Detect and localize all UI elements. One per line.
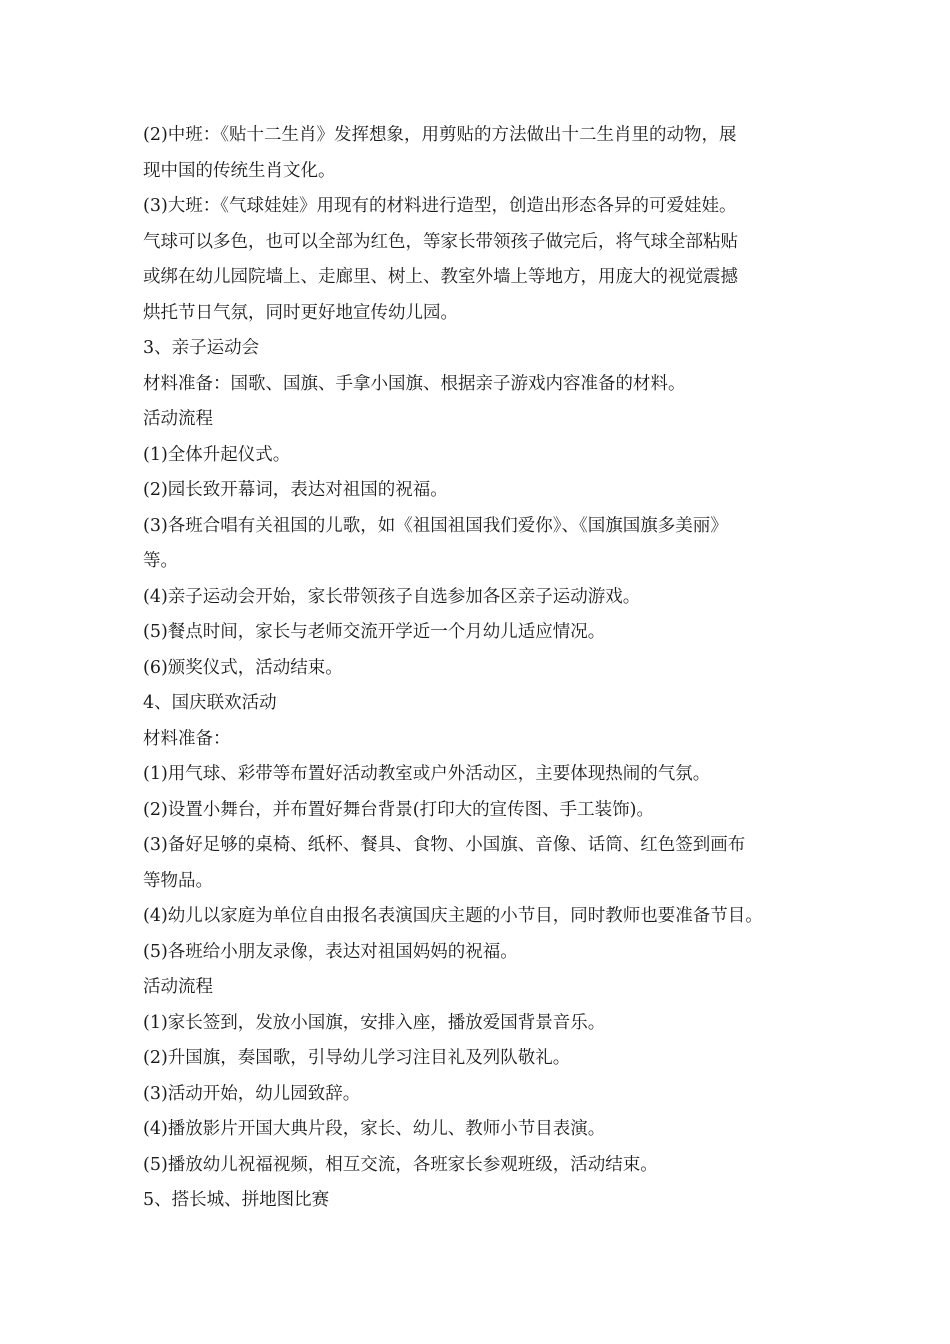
- text-line: (2)中班：《贴十二生肖》发挥想象，用剪贴的方法做出十二生肖里的动物，展: [143, 125, 737, 145]
- text-line: (2)园长致开幕词，表达对祖国的祝福。: [143, 480, 448, 500]
- text-line: (1)家长签到，发放小国旗，安排入座，播放爱国背景音乐。: [143, 1012, 606, 1033]
- text-line: (2)设置小舞台，并布置好舞台背景(打印大的宣传图、手工装饰)。: [143, 799, 654, 820]
- text-line: 气球可以多色，也可以全部为红色，等家长带领孩子做完后，将气球全部粘贴: [143, 231, 738, 252]
- section-heading: 5、搭长城、拼地图比赛: [143, 1190, 330, 1210]
- subheading: 活动流程: [143, 409, 213, 429]
- text-line: 现中国的传统生肖文化。: [143, 160, 336, 181]
- text-line: 等。: [143, 551, 178, 571]
- text-line: (1)全体升起仪式。: [143, 444, 291, 465]
- text-line: (3)备好足够的桌椅、纸杯、餐具、食物、小国旗、音像、话筒、红色签到画布: [143, 835, 746, 855]
- text-line: 等物品。: [143, 870, 213, 891]
- text-line: (1)用气球、彩带等布置好活动教室或户外活动区，主要体现热闹的气氛。: [143, 764, 711, 784]
- text-line: (5)餐点时间，家长与老师交流开学近一个月幼儿适应情况。: [143, 622, 606, 642]
- text-line: (3)各班合唱有关祖国的儿歌，如《祖国祖国我们爱你》、《国旗国旗多美丽》: [143, 515, 728, 536]
- text-line: (4)播放影片开国大典片段，家长、幼儿、教师小节目表演。: [143, 1119, 606, 1139]
- text-line: (4)幼儿以家庭为单位自由报名表演国庆主题的小节目，同时教师也要准备节目。: [143, 906, 763, 926]
- text-line: (3)活动开始，幼儿园致辞。: [143, 1083, 361, 1104]
- section-heading: 3、亲子运动会: [143, 338, 260, 358]
- text-line: 烘托节日气氛，同时更好地宣传幼儿园。: [143, 302, 458, 323]
- section-heading: 4、国庆联欢活动: [143, 693, 277, 713]
- subheading: 活动流程: [143, 977, 213, 997]
- text-line: (5)播放幼儿祝福视频，相互交流，各班家长参观班级，活动结束。: [143, 1154, 658, 1175]
- text-line: 或绑在幼儿园院墙上、走廊里、树上、教室外墙上等地方，用庞大的视觉震撼: [143, 267, 738, 287]
- text-line: (3)大班：《气球娃娃》用现有的材料进行造型，创造出形态各异的可爱娃娃。: [143, 196, 737, 216]
- text-line: (2)升国旗，奏国歌，引导幼儿学习注目礼及列队敬礼。: [143, 1048, 571, 1068]
- document-body: [143, 118, 813, 1219]
- subheading: 材料准备：: [143, 728, 231, 749]
- text-line: 材料准备：国歌、国旗、手拿小国旗、根据亲子游戏内容准备的材料。: [143, 373, 686, 394]
- text-line: (5)各班给小朋友录像，表达对祖国妈妈的祝福。: [143, 941, 518, 962]
- text-line: (4)亲子运动会开始，家长带领孩子自选参加各区亲子运动游戏。: [143, 586, 641, 607]
- text-line: (6)颁奖仪式，活动结束。: [143, 657, 343, 678]
